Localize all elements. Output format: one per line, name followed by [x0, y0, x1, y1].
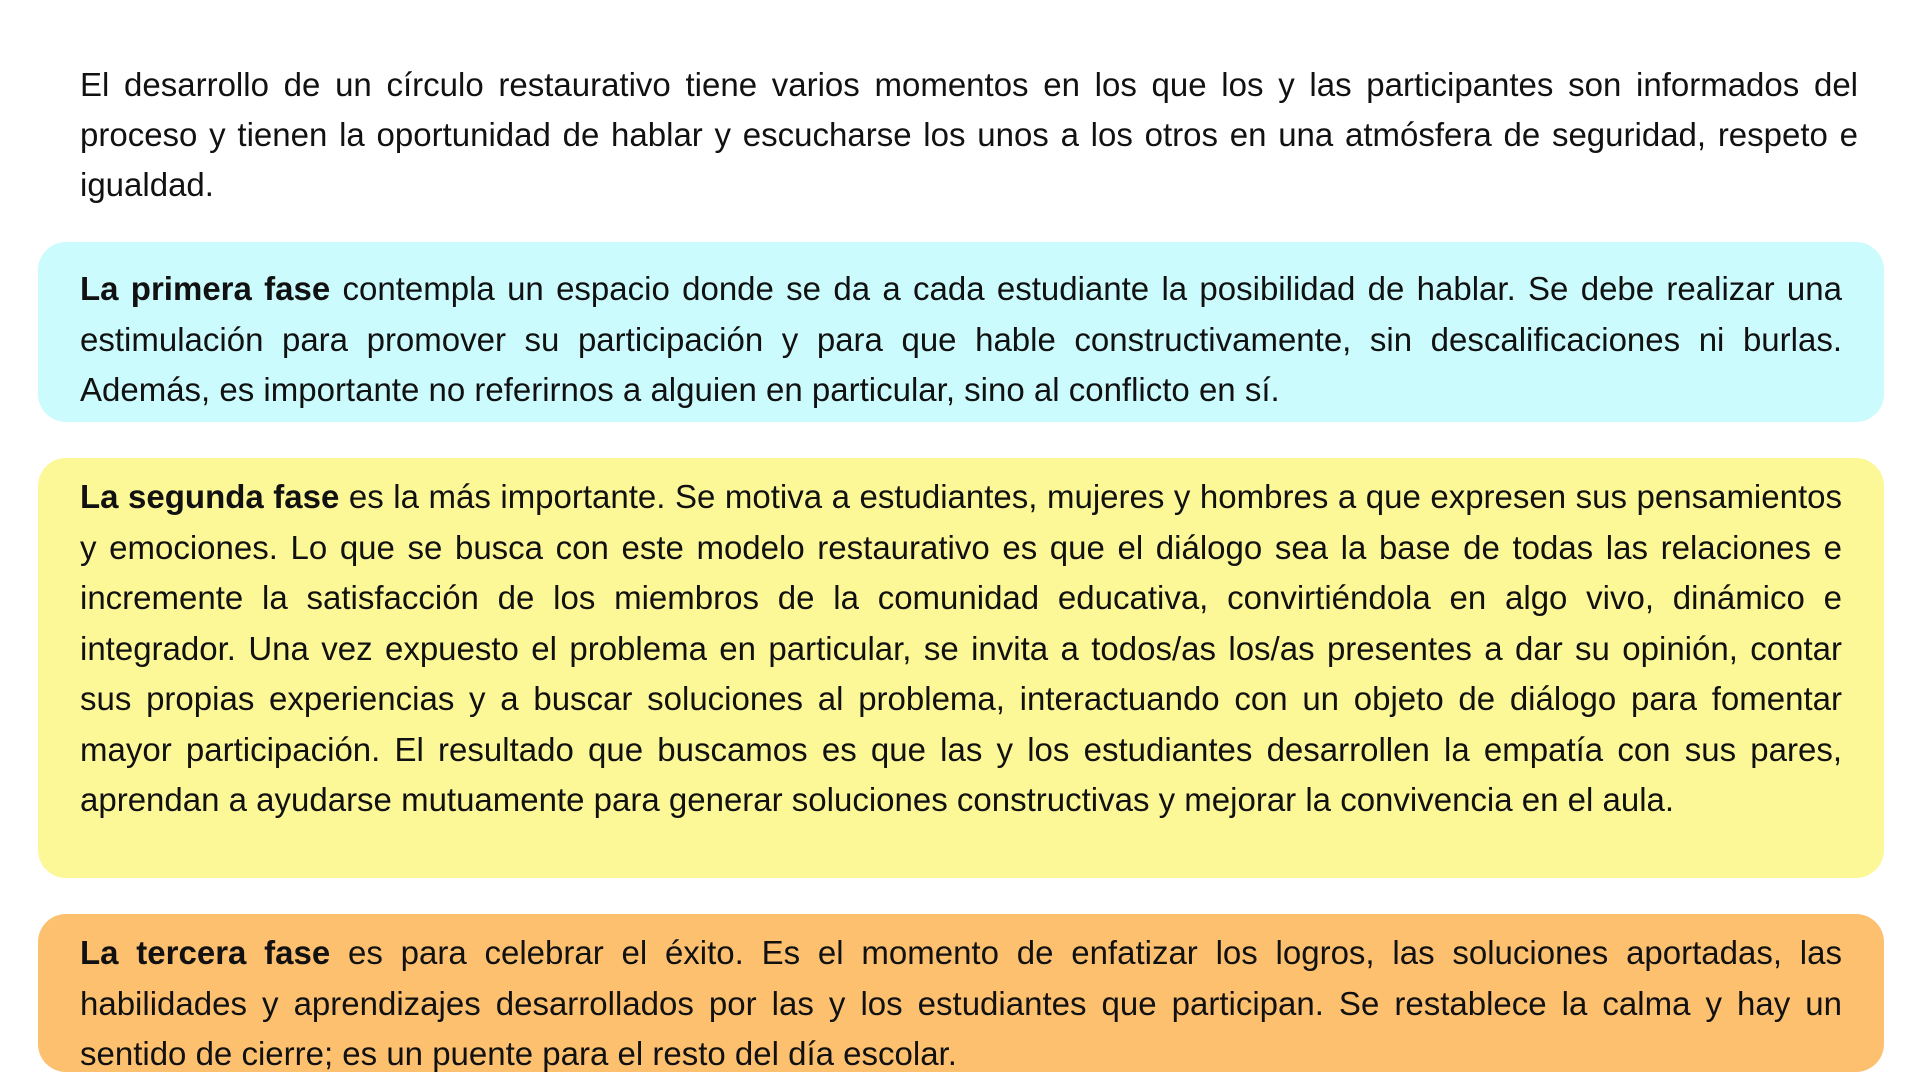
phase-box-third	[38, 914, 1884, 1072]
phase-box-second	[38, 458, 1884, 878]
phase-box-first	[38, 242, 1884, 422]
phase-body: es para celebrar el éxito. Es el momento de enfatizar los logros, las soluciones aportadas, las habilidades y aprendizajes desarrollados por las y los estudiantes que participan. Se restablece la calma y hay un sentido de cierre; es un puente para el resto del día escolar.	[80, 934, 1842, 1072]
phase-title: La tercera fase	[80, 934, 331, 971]
phase-body: contempla un espacio donde se da a cada estudiante la posibilidad de hablar. Se debe realizar una estimulación para promover su participación y para que hable constructivamente, sin descalificaciones ni burlas. Además, es importante no referirnos a alguien en particular, sino al conflicto en sí.	[80, 270, 1842, 408]
phase-paragraph	[80, 928, 1842, 1080]
phase-title: La segunda fase	[80, 478, 340, 515]
phase-body: es la más importante. Se motiva a estudiantes, mujeres y hombres a que expresen sus pensamientos y emociones. Lo que se busca con este modelo restaurativo es que el diálogo sea la base de todas las relaciones e incremente la satisfacción de los miembros de la comunidad educativa, convirtiéndola en algo vivo, dinámico e integrador. Una vez expuesto el problema en particular, se invita a todos/as los/as presentes a dar su opinión, contar sus propias experiencias y a buscar soluciones al problema, interactuando con un objeto de diálogo para fomentar mayor participación. El resultado que buscamos es que las y los estudiantes desarrollen la empatía con sus pares, aprendan a ayudarse mutuamente para generar soluciones constructivas y mejorar la convivencia en el aula.	[80, 478, 1842, 818]
phase-title: La primera fase	[80, 270, 331, 307]
intro-paragraph: El desarrollo de un círculo restaurativo tiene varios momentos en los que los y las participantes son informados del proceso y tienen la oportunidad de hablar y escucharse los unos a los otros en una atmósfera de seguridad, respeto e igualdad.	[80, 66, 1858, 203]
phase-paragraph	[80, 264, 1842, 416]
phase-paragraph	[80, 472, 1842, 826]
